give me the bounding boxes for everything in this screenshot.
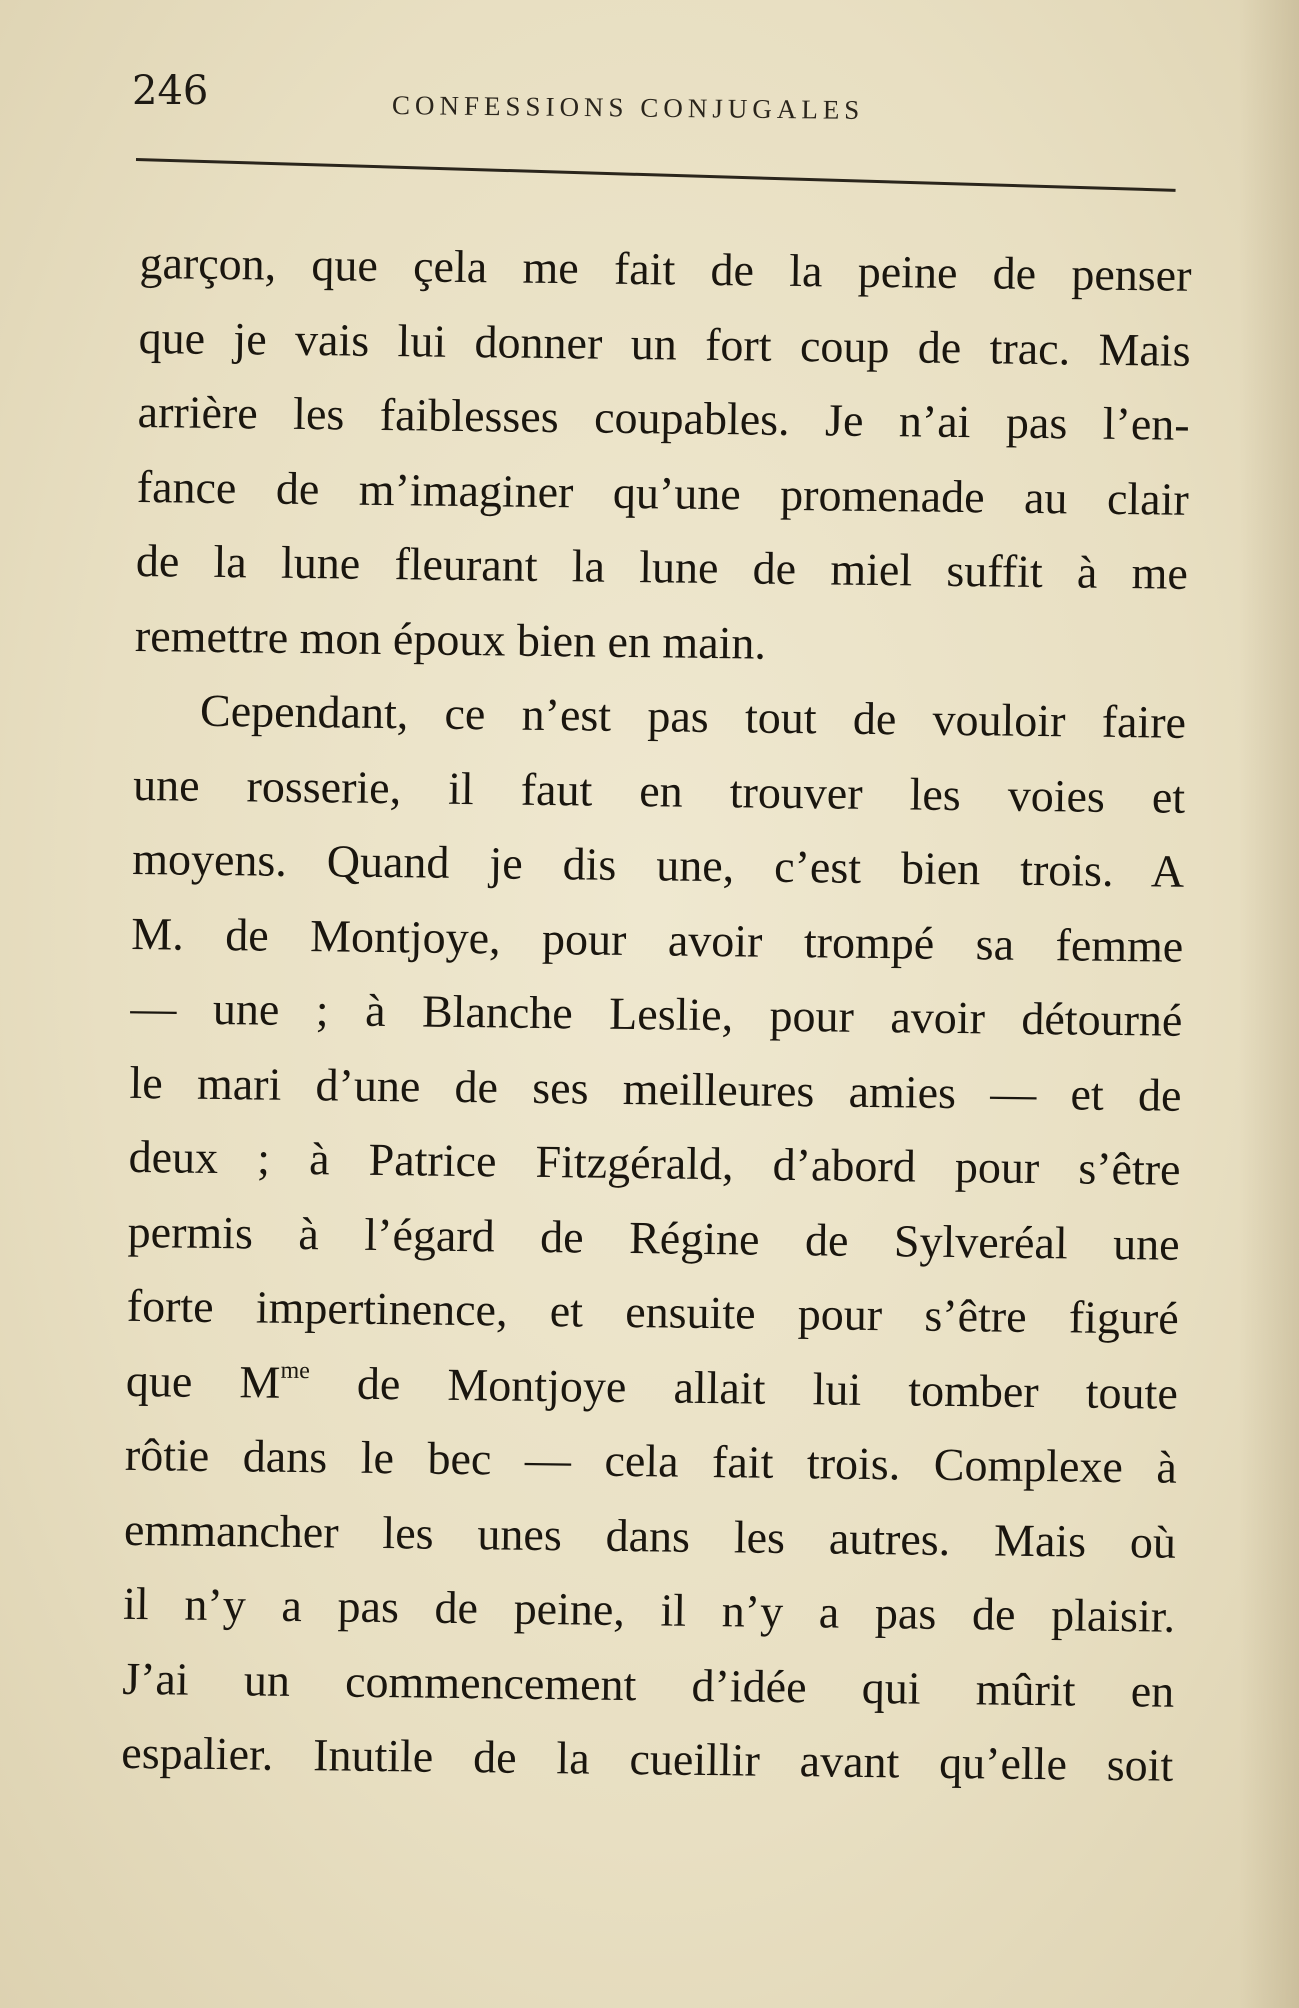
text-line: fance de m’imaginer qu’une promenade au clair [136, 460, 1190, 525]
text-line: garçon, que çela me fait de la peine de penser [139, 236, 1192, 301]
body-text [121, 226, 1192, 1803]
text-line: espalier. Inutile de la cueillir avant qu’elle soit [121, 1726, 1174, 1791]
text-line: une rosserie, il faut en trouver les voies et [132, 758, 1186, 823]
text-line: que je vais lui donner un fort coup de trac. Mais [138, 311, 1191, 376]
text-line: forte impertinence, et ensuite pour s’être figuré [126, 1279, 1180, 1344]
text-line: le mari d’une de ses meilleures amies — et de [129, 1056, 1182, 1121]
text-line: J’ai un commencement d’idée qui mûrit en [121, 1652, 1175, 1717]
text-segment: que M [125, 1354, 281, 1408]
text-line: permis à l’égard de Régine de Sylveréal une [127, 1205, 1180, 1270]
text-line: emmancher les unes dans les autres. Mais où [123, 1503, 1177, 1568]
text-line [125, 1343, 1178, 1430]
page-edge-shadow [1239, 0, 1299, 2008]
header-rule [136, 158, 1176, 192]
superscript: me [280, 1357, 311, 1384]
text-segment: de Montjoye allait lui tomber toute [309, 1356, 1179, 1419]
page-number: 246 [132, 68, 209, 114]
text-line: rôtie dans le bec — cela fait trois. Complexe à [124, 1428, 1178, 1493]
text-line: Cependant, ce n’est pas tout de vouloir faire [199, 684, 1187, 748]
text-line: il n’y a pas de peine, il n’y a pas de plaisir. [122, 1577, 1176, 1642]
running-title: CONFESSIONS CONJUGALES [391, 90, 865, 125]
text-line: de la lune fleurant la lune de miel suffit à me [135, 534, 1189, 599]
text-line: — une ; à Blanche Leslie, pour avoir détourné [130, 981, 1183, 1046]
page-header [132, 60, 1182, 140]
text-line: M. de Montjoye, pour avoir trompé sa femme [131, 907, 1184, 972]
text-line: deux ; à Patrice Fitzgérald, d’abord pour s’être [128, 1130, 1181, 1195]
text-line: arrière les faiblesses coupables. Je n’ai pas l’en- [137, 385, 1190, 450]
text-line: remettre mon époux bien en main. [134, 609, 767, 669]
text-line: moyens. Quand je dis une, c’est bien trois. A [131, 832, 1185, 897]
